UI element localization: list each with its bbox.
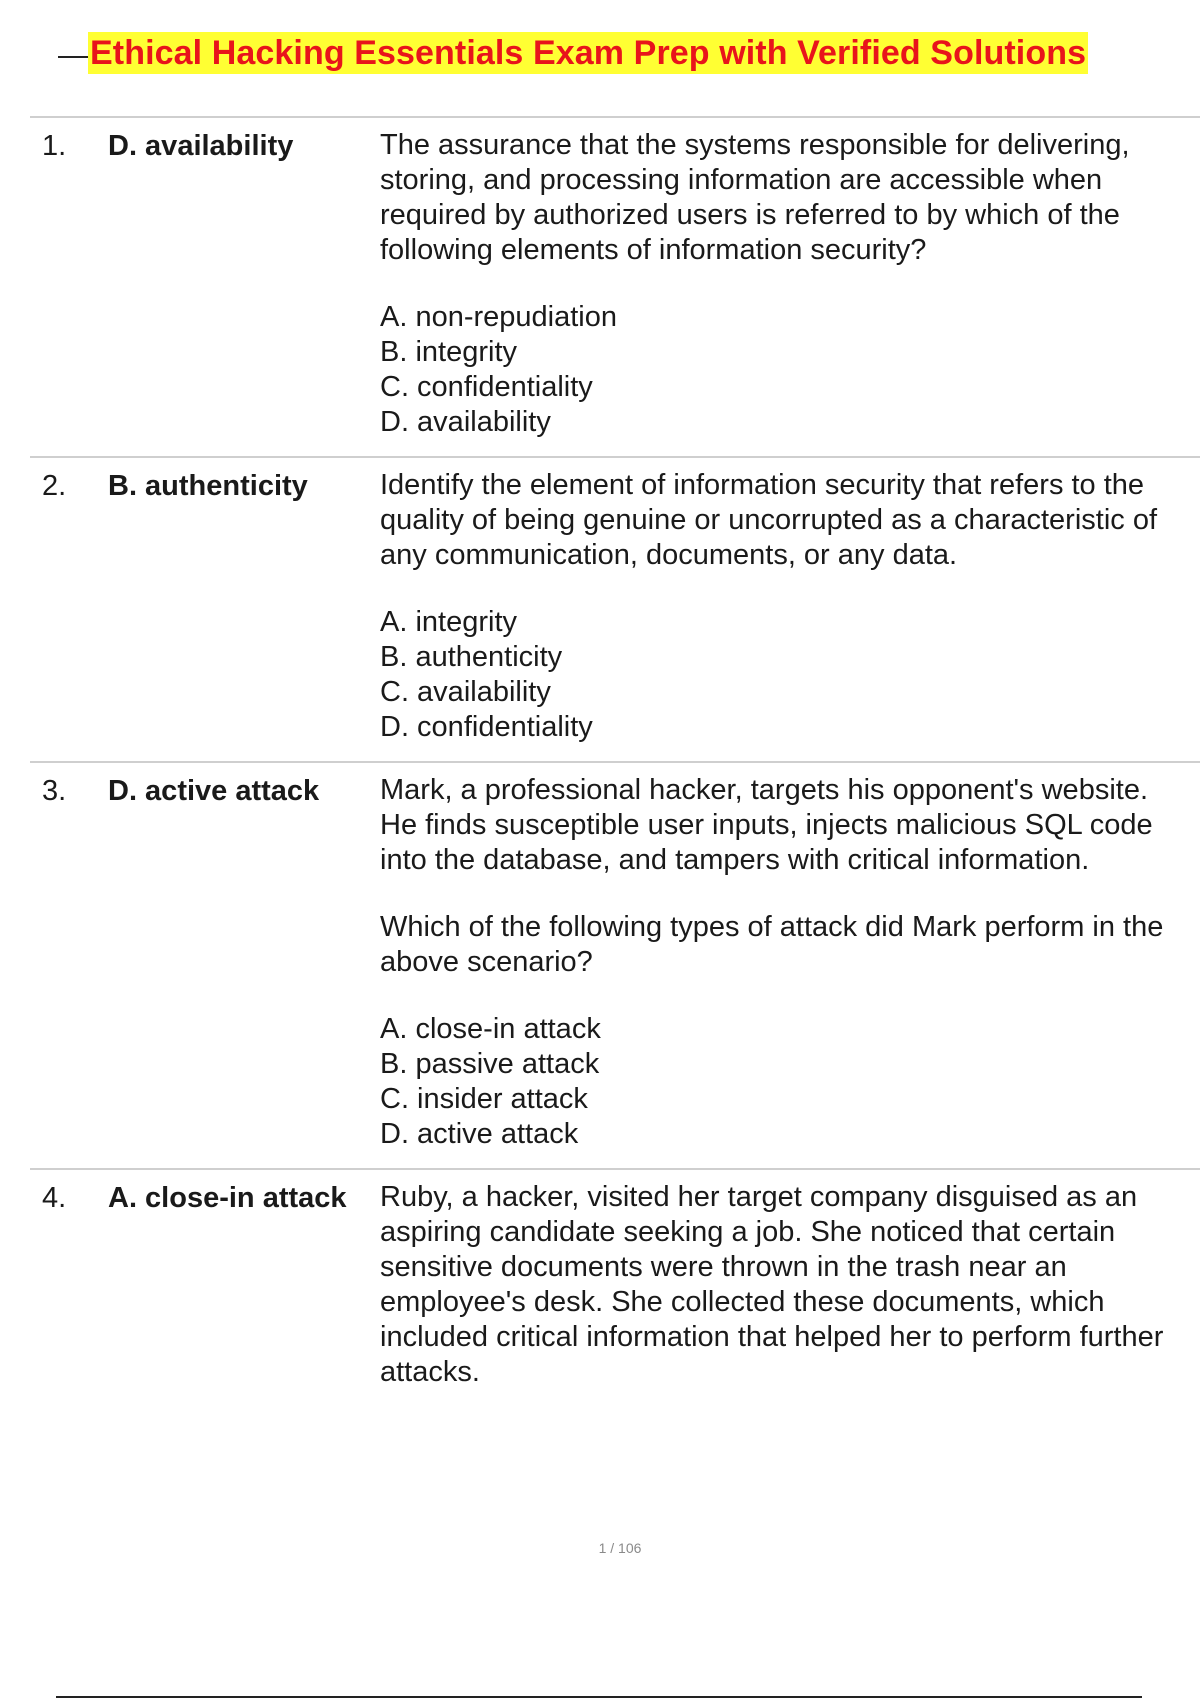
footer-rule — [56, 1696, 1142, 1698]
option-item: C. availability — [380, 676, 551, 708]
question-answer: D. availability — [108, 130, 294, 162]
question-number: 2. — [42, 470, 67, 502]
option-list — [380, 605, 1180, 745]
option-item: D. availability — [380, 406, 551, 438]
question-text: Mark, a professional hacker, targets his opponent's website. He finds susceptible user inputs, injects malicious SQL code into the database, and tampers with critical information. — [380, 774, 1153, 876]
option-item: A. close-in attack — [380, 1013, 601, 1045]
option-list — [380, 300, 1180, 440]
page-number: 1 / 106 — [598, 1540, 642, 1556]
question-body — [380, 468, 1180, 745]
question-text: Identify the element of information security that refers to the quality of being genuine or uncorrupted as a characteristic of any communication, documents, or any data. — [380, 469, 1158, 571]
option-item: A. non-repudiation — [380, 301, 617, 333]
option-item: D. confidentiality — [380, 711, 593, 743]
question-number: 4. — [42, 1182, 67, 1214]
question-item-4 — [30, 1168, 1200, 1406]
option-item: D. active attack — [380, 1118, 579, 1150]
question-answer: D. active attack — [108, 775, 320, 807]
question-text: The assurance that the systems responsible for delivering, storing, and processing information are accessible when required by authorized users is referred to by which of the following elements of information security? — [380, 129, 1130, 266]
option-item: B. authenticity — [380, 641, 563, 673]
page-title: Ethical Hacking Essentials Exam Prep with Verified Solutions — [90, 34, 1087, 72]
question-item-2 — [30, 456, 1200, 761]
question-body — [380, 773, 1180, 1152]
question-item-1 — [30, 116, 1200, 456]
question-answer: B. authenticity — [108, 470, 308, 502]
question-text: Which of the following types of attack did Mark perform in the above scenario? — [380, 911, 1164, 978]
question-item-3 — [30, 761, 1200, 1168]
option-item: C. insider attack — [380, 1083, 588, 1115]
question-text: Ruby, a hacker, visited her target company disguised as an aspiring candidate seeking a job. She noticed that certain sensitive documents were thrown in the trash near an employee's desk. She collected these documents, which included critical information that helped her to perform further attacks. — [380, 1181, 1164, 1388]
question-body — [380, 128, 1180, 440]
option-item: B. integrity — [380, 336, 517, 368]
question-number: 3. — [42, 775, 67, 807]
header-dash — [58, 56, 88, 58]
option-item: C. confidentiality — [380, 371, 593, 403]
page-header — [58, 30, 1088, 76]
question-body — [380, 1180, 1180, 1390]
option-item: A. integrity — [380, 606, 517, 638]
question-list — [30, 116, 1200, 1406]
question-number: 1. — [42, 130, 67, 162]
option-list — [380, 1012, 1180, 1152]
question-answer: A. close-in attack — [108, 1182, 347, 1214]
option-item: B. passive attack — [380, 1048, 600, 1080]
